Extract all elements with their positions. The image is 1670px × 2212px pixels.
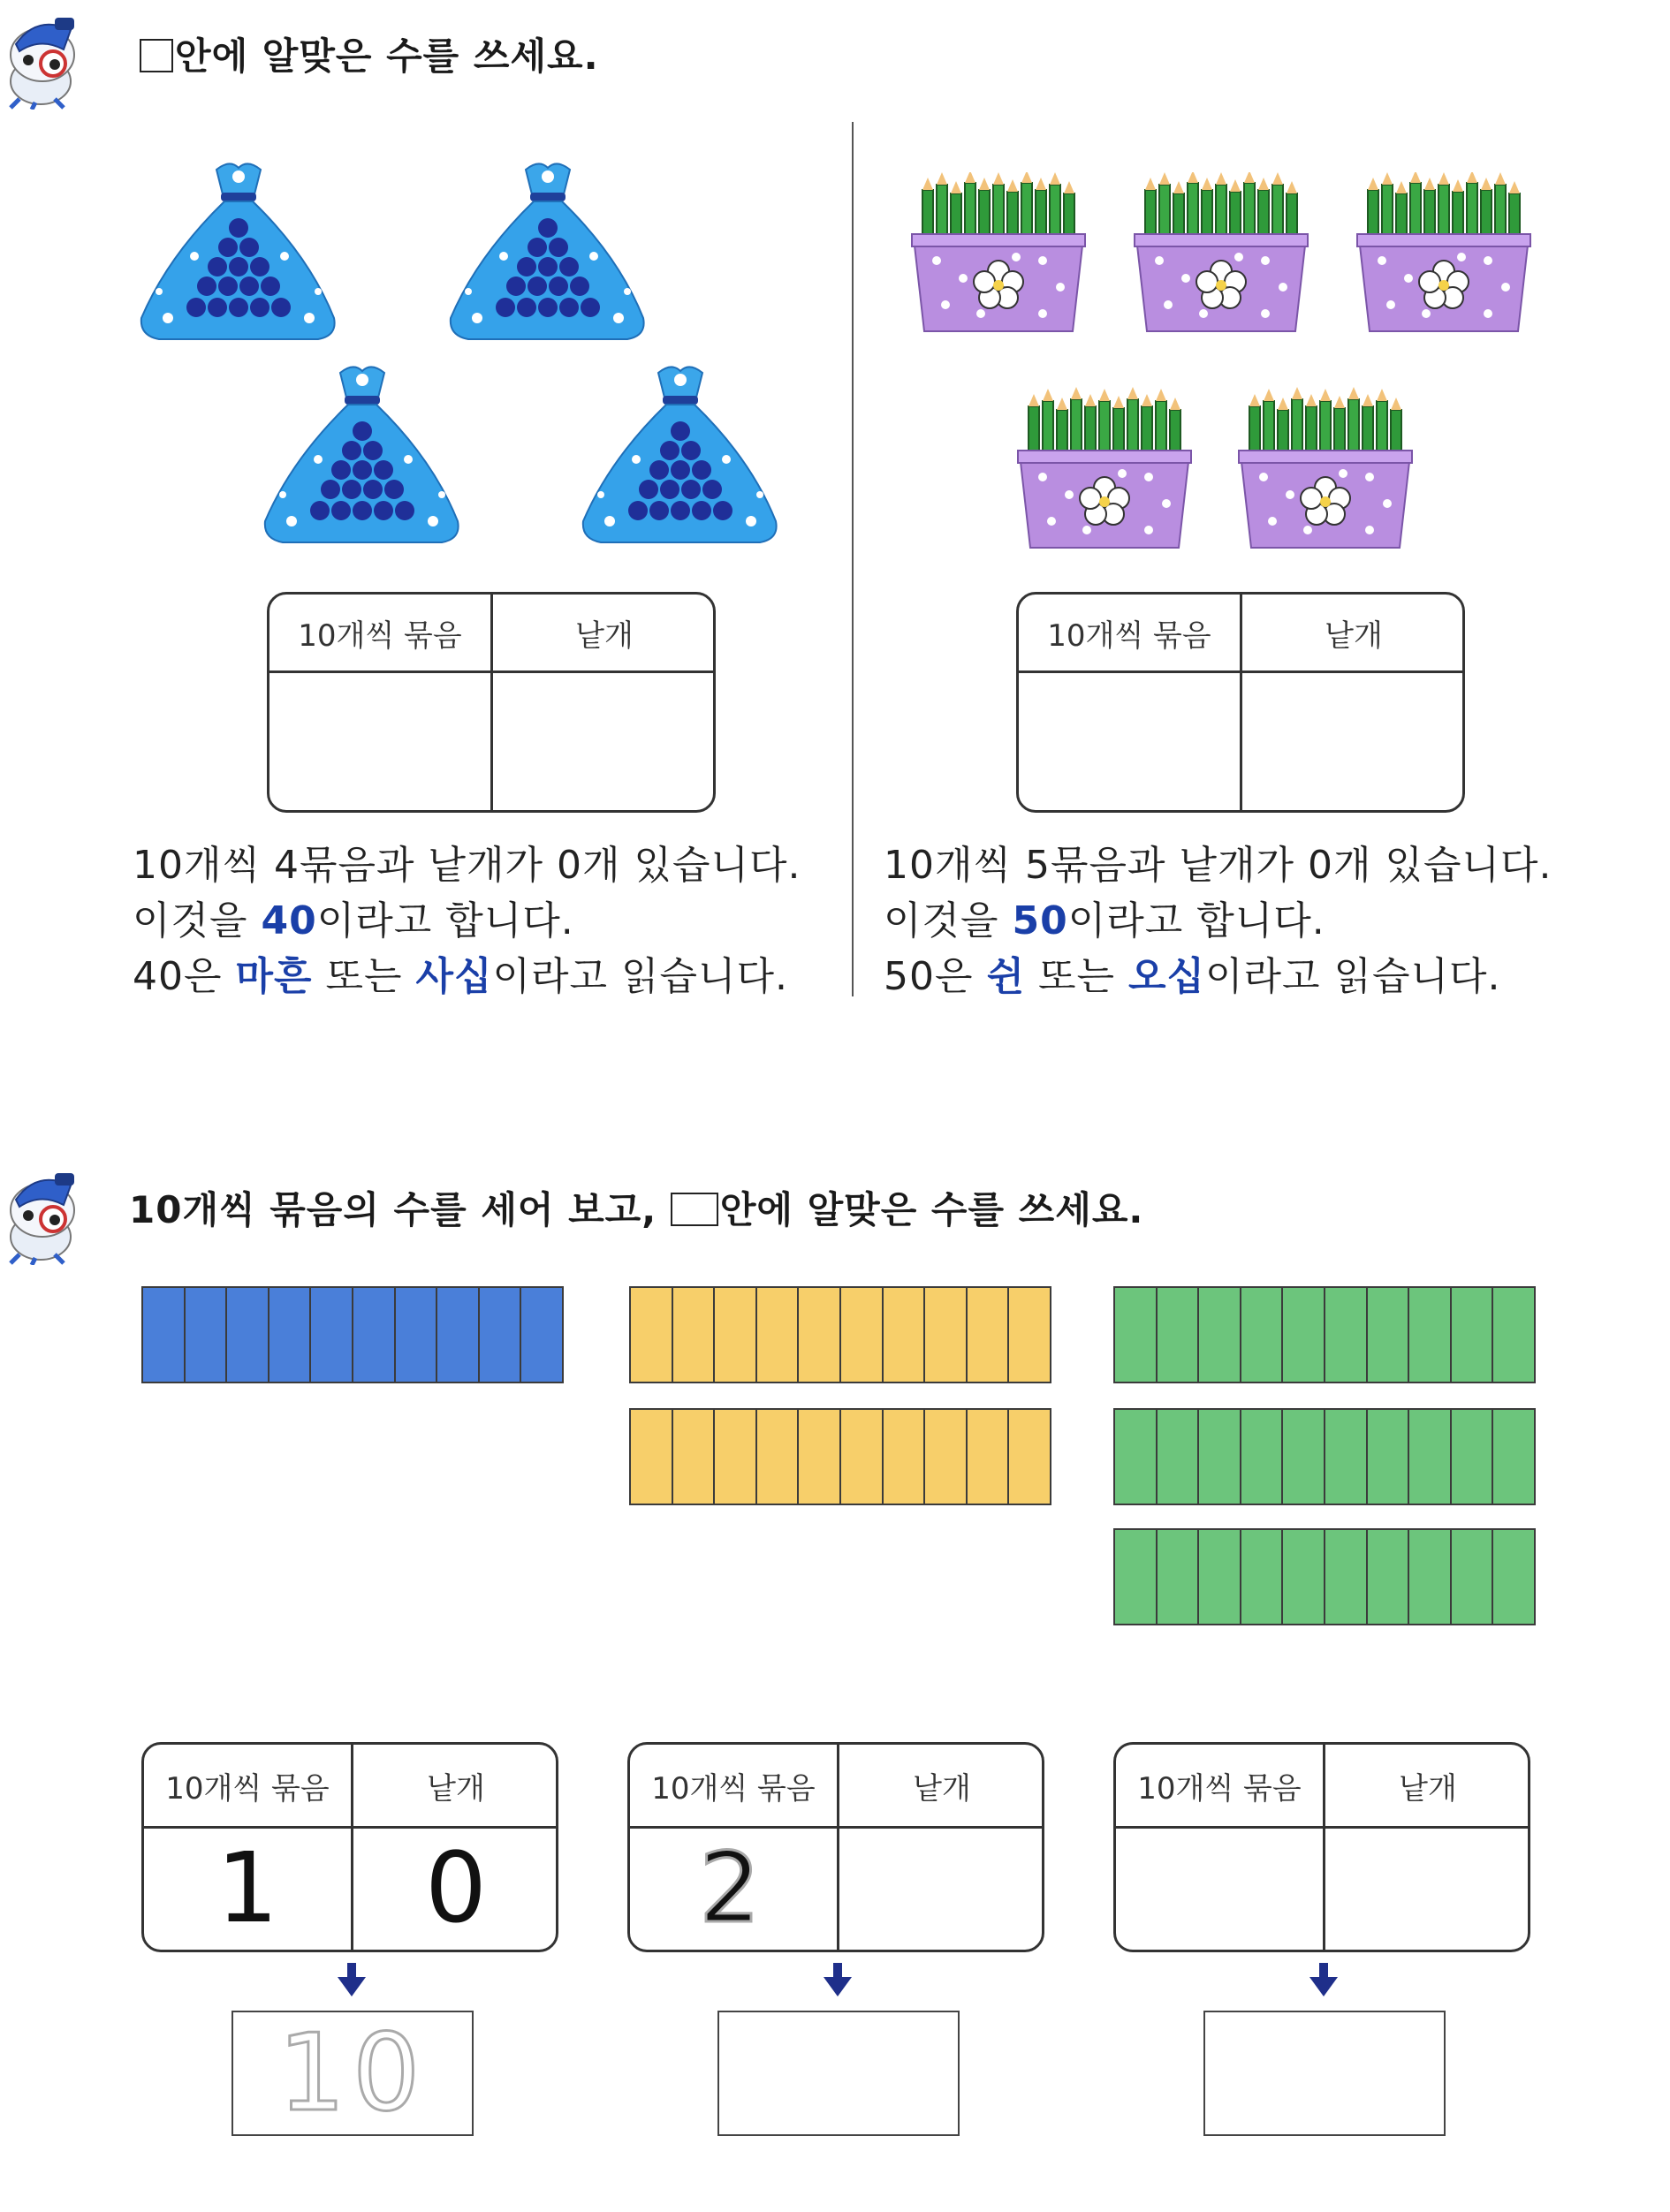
header-bundle: 10개씩 묶음 (298, 617, 462, 654)
single-answer-cell[interactable] (493, 670, 716, 810)
bundle-answer-cell[interactable] (1116, 1826, 1323, 1950)
answer-box-3[interactable] (1203, 2011, 1446, 2136)
answer-box-icon (140, 39, 173, 72)
answer-box-2[interactable] (717, 2011, 960, 2136)
header-single: 낱개 (1325, 617, 1383, 654)
single-answer-cell[interactable]: 0 (425, 1831, 487, 1944)
place-value-table-50 (1016, 592, 1465, 813)
highlight-word-2: 오십 (1127, 954, 1205, 999)
answer-box-1[interactable] (232, 2011, 474, 2136)
highlight-number: 50 (1012, 898, 1068, 943)
ten-rod-yellow-1 (629, 1286, 1051, 1383)
marble-bags-illustration (133, 159, 786, 565)
highlight-word-1: 마흔 (235, 954, 313, 999)
explanation-line-2: 이것을 40이라고 합니다. (133, 898, 574, 943)
highlight-word-2: 사십 (415, 954, 493, 999)
single-answer-cell[interactable] (1242, 670, 1465, 810)
ten-rod-green-1 (1113, 1286, 1536, 1383)
header-single: 낱개 (427, 1770, 485, 1807)
single-answer-cell[interactable] (839, 1826, 1044, 1950)
highlight-number: 40 (261, 898, 317, 943)
single-answer-cell[interactable] (1325, 1826, 1530, 1950)
section1-instruction: 안에 알맞은 수를 쓰세요. (140, 30, 599, 83)
down-arrow-icon (1309, 1963, 1338, 1996)
highlight-word-1: 쉰 (986, 954, 1025, 999)
ten-rod-yellow-2 (629, 1408, 1051, 1505)
bundle-answer-cell[interactable] (269, 670, 490, 810)
pencil-pots-illustration (910, 172, 1546, 561)
header-single: 낱개 (913, 1770, 971, 1807)
traced-answer: 10 (277, 2011, 428, 2135)
header-bundle: 10개씩 묶음 (1047, 617, 1211, 654)
place-value-table-3 (1113, 1742, 1530, 1952)
explanation-line-1: 10개씩 5묶음과 낱개가 0개 있습니다. (884, 843, 1552, 888)
bundle-answer-cell[interactable] (1019, 670, 1240, 810)
place-value-table-2 (627, 1742, 1044, 1952)
header-single: 낱개 (1399, 1770, 1457, 1807)
place-value-table-40 (267, 592, 716, 813)
explanation-line-2: 이것을 50이라고 합니다. (884, 898, 1325, 943)
header-bundle: 10개씩 묶음 (1137, 1770, 1302, 1807)
explanation-line-3: 40은 마흔 또는 사십이라고 읽습니다. (133, 954, 788, 999)
ten-rod-green-2 (1113, 1408, 1536, 1505)
header-bundle: 10개씩 묶음 (651, 1770, 816, 1807)
explanation-50 (884, 837, 1552, 1004)
bundle-answer-cell[interactable]: 1 (216, 1831, 278, 1944)
explanation-line-1: 10개씩 4묶음과 낱개가 0개 있습니다. (133, 843, 801, 888)
section2-instruction: 10개씩 묶음의 수를 세어 보고, 안에 알맞은 수를 쓰세요. (129, 1188, 1144, 1231)
mascot-icon (2, 11, 87, 110)
down-arrow-icon (338, 1963, 366, 1996)
answer-box-icon (671, 1193, 718, 1226)
bundle-answer-cell[interactable]: 2 (699, 1831, 768, 1944)
column-divider (852, 122, 854, 996)
ten-rod-green-3 (1113, 1528, 1536, 1625)
down-arrow-icon (824, 1963, 852, 1996)
header-bundle: 10개씩 묶음 (165, 1770, 330, 1807)
explanation-line-3: 50은 쉰 또는 오십이라고 읽습니다. (884, 954, 1501, 999)
ten-rod-blue (141, 1286, 564, 1383)
place-value-table-1 (141, 1742, 558, 1952)
header-single: 낱개 (575, 617, 634, 654)
explanation-40 (133, 837, 801, 1004)
mascot-icon (2, 1166, 87, 1265)
